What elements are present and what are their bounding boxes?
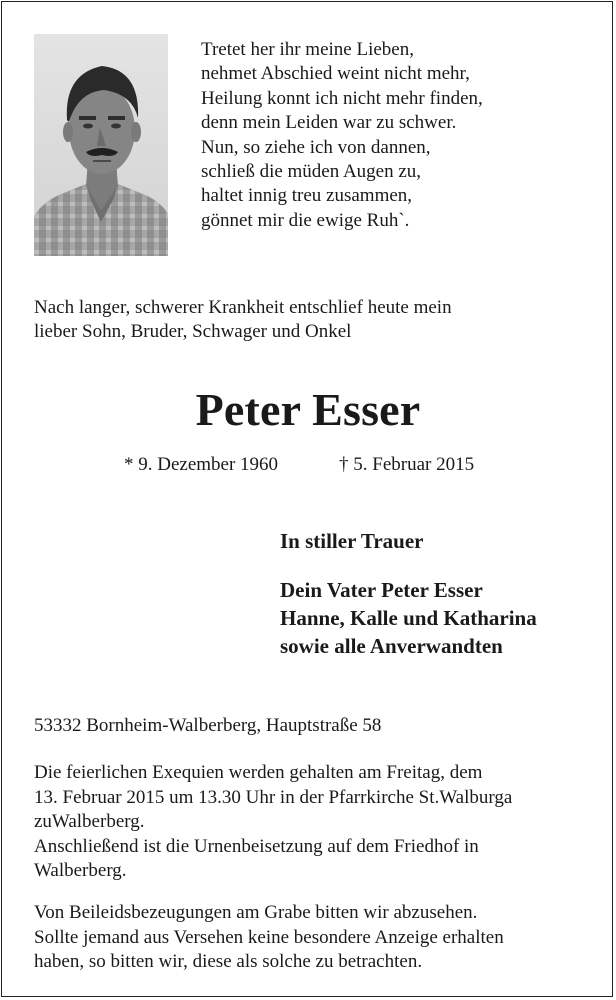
poem-line: Tretet her ihr meine Lieben, [201,39,414,60]
poem-line: nehmet Abschied weint nicht mehr, [201,63,470,85]
mourner-line: Hanne, Kalle und Katharina [280,606,537,630]
closing-note [34,901,604,975]
poem-line: gönnet mir die ewige Ruh`. [201,209,410,231]
poem-line: haltet innig treu zusammen, [201,185,413,207]
intro-line: lieber Sohn, Bruder, Schwager und Onkel [34,321,352,342]
poem-line: denn mein Leiden war zu schwer. [201,112,457,134]
poem-line: Heilung konnt ich nicht mehr finden, [201,87,483,109]
poem-line: schließ die müden Augen zu, [201,161,422,183]
mourning-heading: In stiller Trauer [280,529,424,553]
family-address: 53332 Bornheim-Walberberg, Hauptstraße 58 [34,715,382,736]
service-line: Die feierlichen Exequien werden gehalten am Freitag, dem [34,762,483,783]
mourners-list [280,576,610,660]
poem-line: Nun, so ziehe ich von dannen, [201,136,431,158]
birth-date: * 9. Dezember 1960 [124,454,279,475]
service-line: Anschließend ist die Urnenbeisetzung auf dem Friedhof in [34,835,479,857]
deceased-name: Peter Esser [195,384,421,435]
intro-line: Nach langer, schwerer Krankheit entschlief heute mein [34,297,452,318]
service-line: 13. Februar 2015 um 13.30 Uhr in der Pfarrkirche St.Walburga [34,786,513,808]
death-date: † 5. Februar 2015 [339,454,475,475]
service-line: Walberberg. [34,860,127,881]
closing-line: Von Beileidsbezeugungen am Grabe bitten wir abzusehen. [34,902,478,923]
service-line: zuWalberberg. [34,811,145,832]
portrait-photo [34,34,168,256]
closing-line: haben, so bitten wir, diese als solche zu betrachten. [34,951,423,972]
intro-text [34,296,594,344]
closing-line: Sollte jemand aus Versehen keine besondere Anzeige erhalten [34,926,504,948]
memorial-poem [201,38,581,233]
funeral-service-info [34,761,604,884]
mourner-line: Dein Vater Peter Esser [280,578,483,602]
mourner-line: sowie alle Anverwandten [280,634,503,658]
